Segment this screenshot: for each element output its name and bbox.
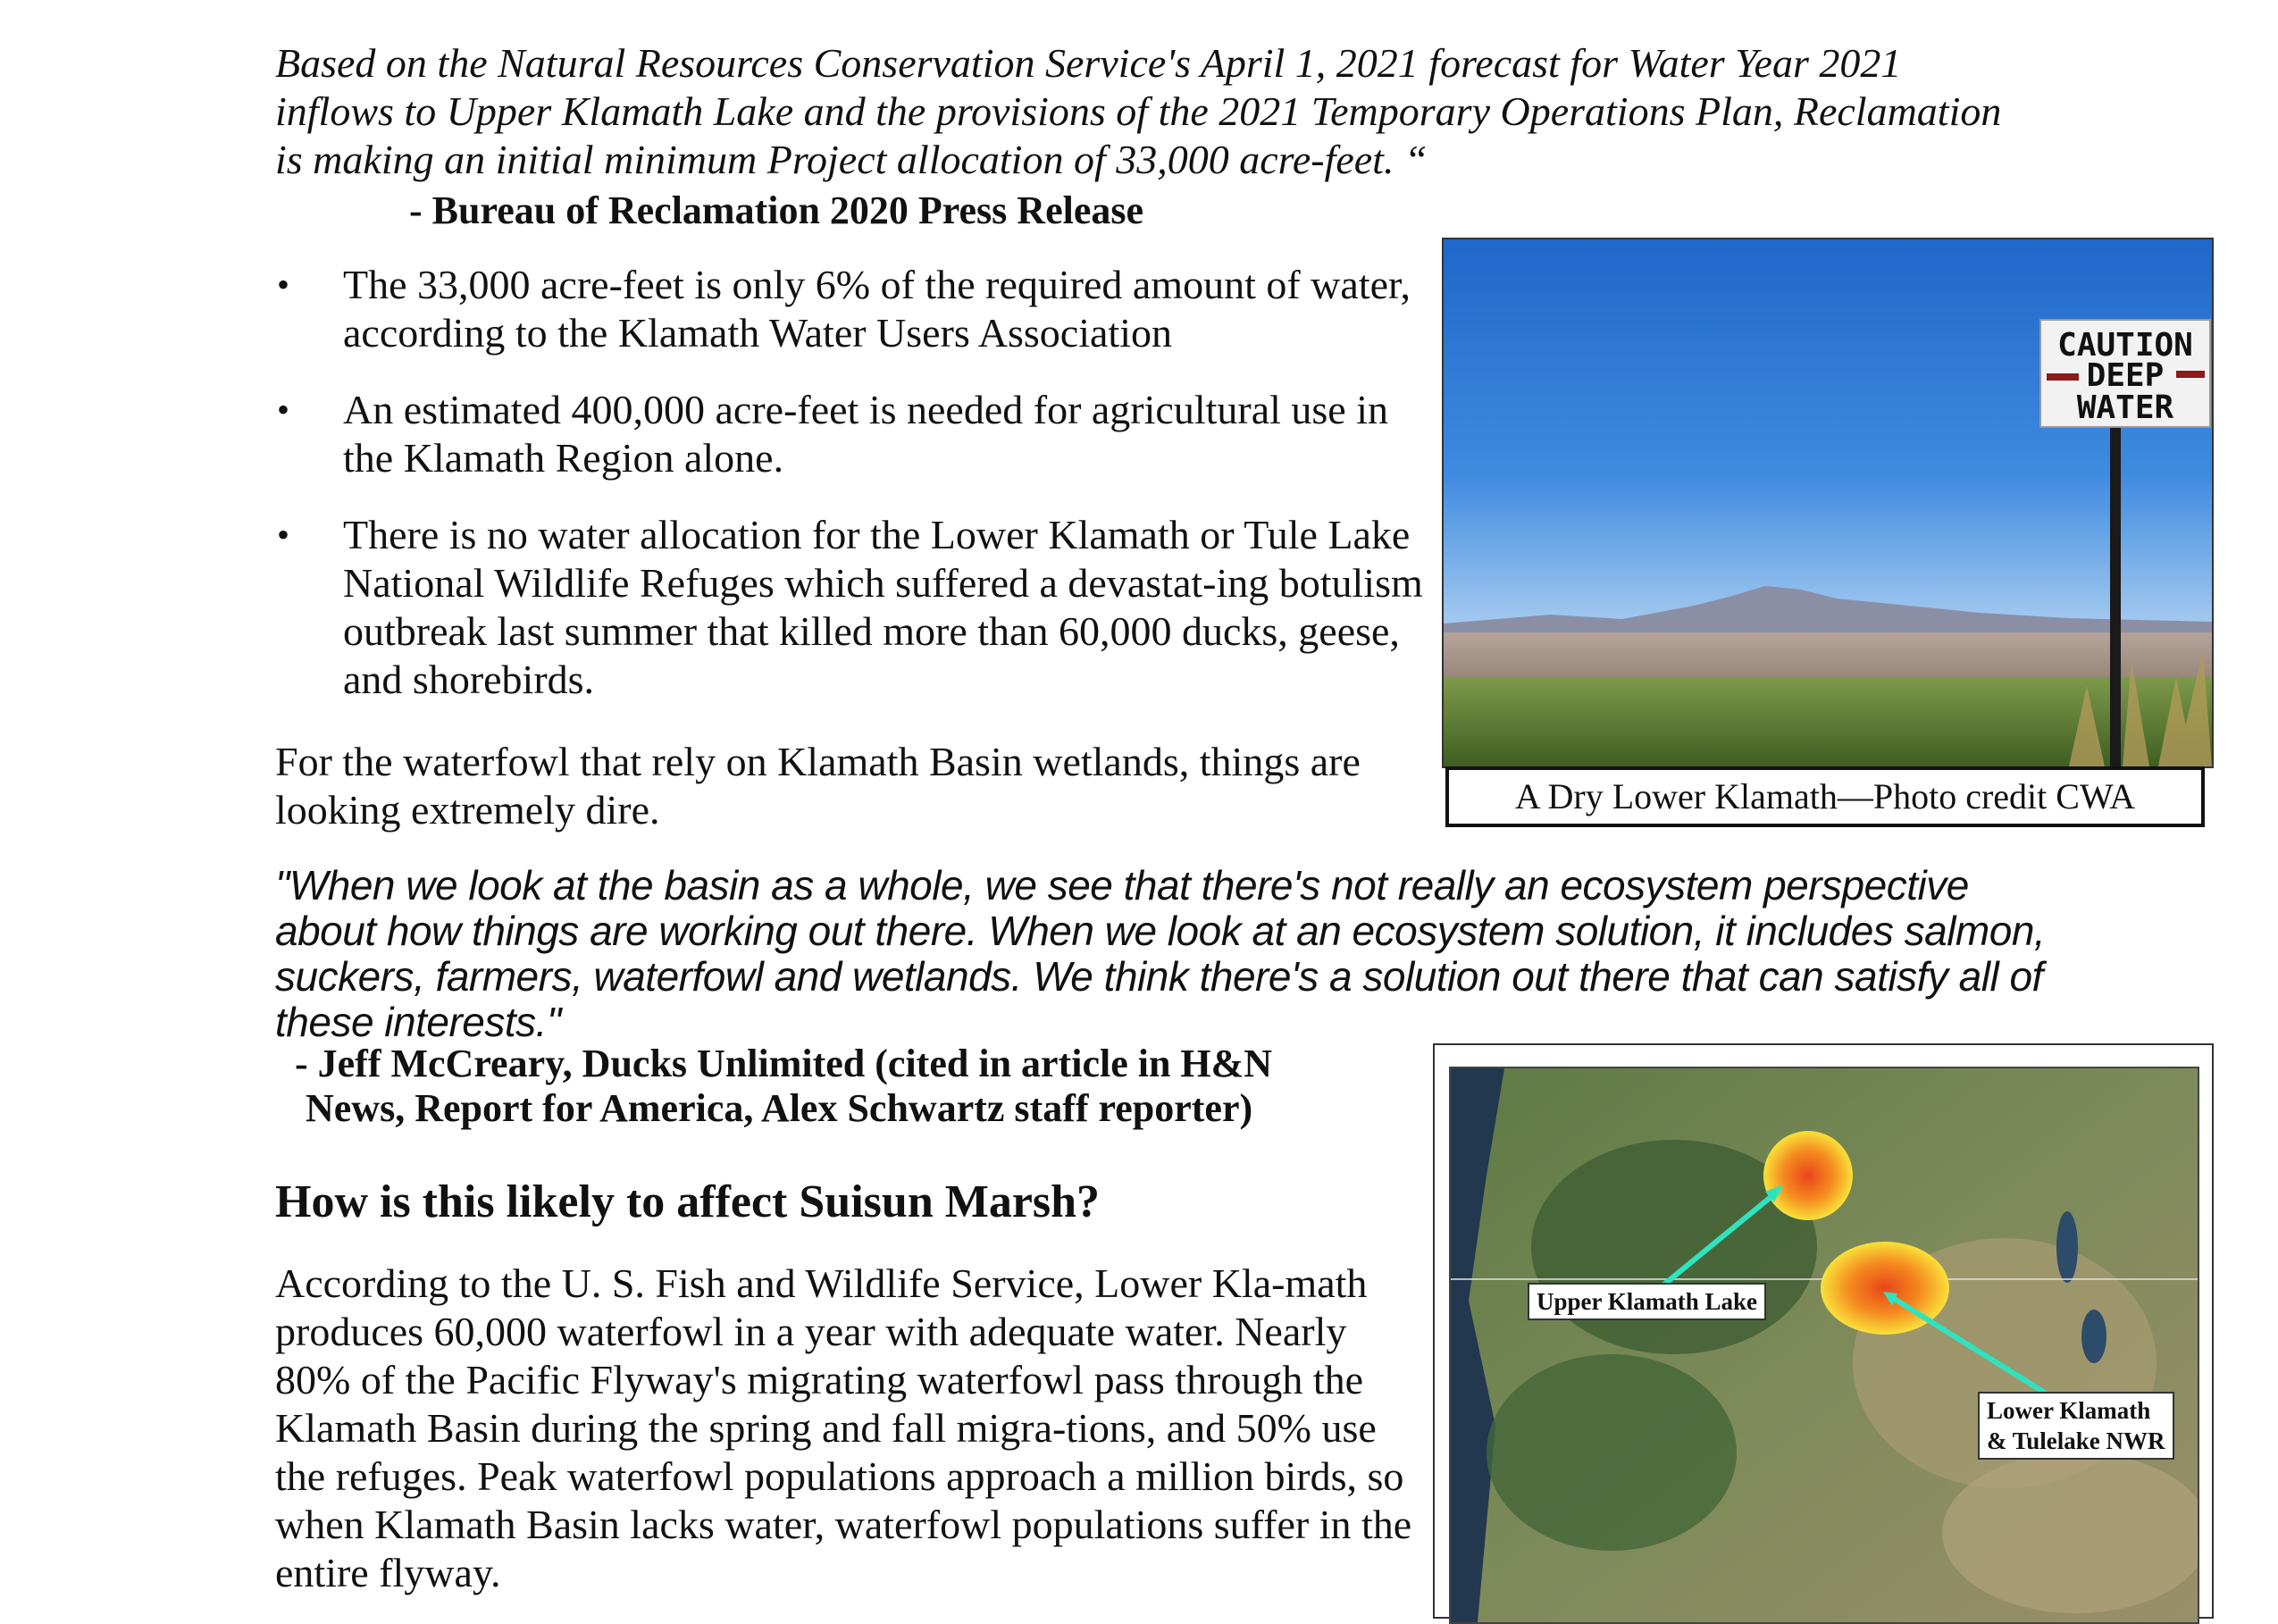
mccreary-quote: "When we look at the basin as a whole, we see that there's not really an ecosystem perspective about how things are working out there. When we look at an ecosystem solution, it includes salmon, suckers, farmers, waterfowl and wetlands. We think there's a solution out there that can satisfy all of these interests." (275, 862, 2046, 1045)
bullet-icon: • (277, 515, 290, 555)
satellite-map (1449, 1067, 2199, 1624)
lower-klamath-label-line1: Lower Klamath (1987, 1397, 2151, 1424)
waterfowl-paragraph: For the waterfowl that rely on Klamath Basin wetlands, things are looking extremely dire. (275, 739, 1361, 833)
reclamation-quote-attribution: - Bureau of Reclamation 2020 Press Release (409, 188, 1144, 232)
key-facts-list (275, 261, 1436, 732)
dry-lower-klamath-photo (1442, 238, 2214, 768)
sign-line2: DEEP (2086, 357, 2165, 394)
sign-line3: WATER (2076, 389, 2174, 426)
caution-sign (2040, 320, 2210, 427)
attribution-line1: - Jeff McCreary, Ducks Unlimited (cited in article in H&N (295, 1042, 1273, 1085)
klamath-map-figure (1433, 1043, 2214, 1619)
suisun-paragraph: According to the U. S. Fish and Wildlife Service, Lower Kla-math produces 60,000 waterfowl in a year with adequate water. Nearly 80% of the Pacific Flyway's migrating waterfowl pass through the Klamath Basin during the spring and fall migra-tions, and 50% use the refuges. Peak waterfowl populations approach a million birds, so when Klamath Basin lacks water, waterfowl populations suffer in the entire flyway. (275, 1260, 1412, 1595)
photo-caption: A Dry Lower Klamath—Photo credit CWA (1445, 766, 2205, 827)
reclamation-quote: Based on the Natural Resources Conservation Service's April 1, 2021 forecast for Water Year 2021 inflows to Upper Klamath Lake and the provisions of the 2021 Temporary Operations Plan, Reclamation is making an initial minimum Project allocation of 33,000 acre-feet. “ (275, 40, 2002, 182)
bullet-icon: • (277, 264, 290, 305)
bullet-icon: • (277, 389, 290, 430)
mccreary-quote-attribution (295, 1042, 1447, 1131)
upper-klamath-label: Upper Klamath Lake (1528, 1283, 1766, 1320)
lower-klamath-label (1978, 1392, 2174, 1460)
sign-line1: CAUTION (2057, 327, 2193, 364)
map-illustration (1451, 1068, 2198, 1622)
bullet-text: There is no water allocation for the Lower Klamath or Tule Lake National Wildlife Refuges which suffered a devastat-ing botulism outbreak last summer that killed more than 60,000 ducks, geese, and shorebirds. (343, 512, 1423, 702)
upper-klamath-hotspot (1763, 1131, 1853, 1220)
attribution-line2: News, Report for America, Alex Schwartz staff reporter) (306, 1086, 1253, 1130)
bullet-text: The 33,000 acre-feet is only 6% of the required amount of water, according to the Klamath Water Users Association (343, 262, 1411, 356)
landscape-illustration (1444, 239, 2212, 766)
list-item (275, 511, 1436, 704)
bullet-text: An estimated 400,000 acre-feet is needed for agricultural use in the Klamath Region alone. (343, 387, 1388, 481)
section-heading: How is this likely to affect Suisun Marsh? (275, 1176, 1101, 1227)
lower-klamath-label-line2: & Tulelake NWR (1987, 1427, 2165, 1454)
list-item (275, 261, 1436, 357)
list-item (275, 386, 1436, 482)
